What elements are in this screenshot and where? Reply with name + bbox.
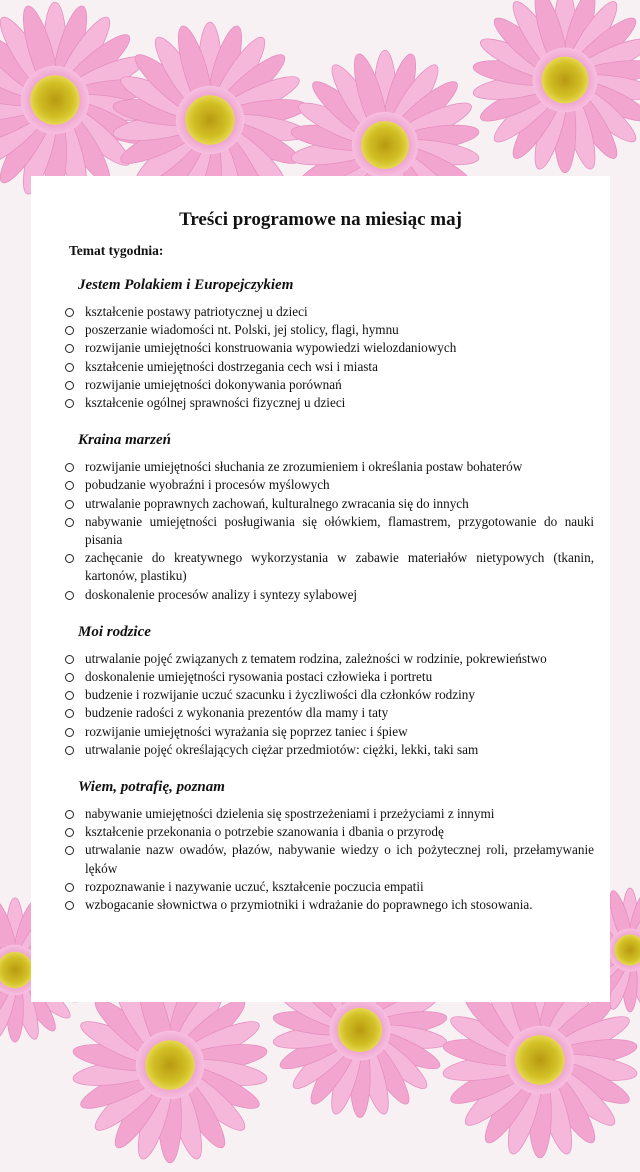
list-item: utrwalanie poprawnych zachowań, kulturalnego zwracania się do innych — [65, 495, 594, 513]
list-item: doskonalenie procesów analizy i syntezy sylabowej — [65, 586, 594, 604]
bullet-list — [65, 650, 594, 759]
list-item: utrwalanie nazw owadów, płazów, nabywanie wiedzy o ich pożytecznej roli, przełamywanie lęków — [65, 841, 594, 877]
list-item: wzbogacanie słownictwa o przymiotniki i wdrażanie do poprawnego ich stosowania. — [65, 896, 594, 914]
list-item: rozwijanie umiejętności wyrażania się poprzez taniec i śpiew — [65, 723, 594, 741]
bullet-list — [65, 805, 594, 914]
list-item: poszerzanie wiadomości nt. Polski, jej stolicy, flagi, hymnu — [65, 321, 594, 339]
list-item: nabywanie umiejętności dzielenia się spostrzeżeniami i przeżyciami z innymi — [65, 805, 594, 823]
list-item: rozwijanie umiejętności konstruowania wypowiedzi wielozdaniowych — [65, 339, 594, 357]
week-topic-label: Temat tygodnia: — [69, 243, 164, 258]
list-item: rozpoznawanie i nazywanie uczuć, kształcenie poczucia empatii — [65, 878, 594, 896]
section-title: Wiem, potrafię, poznam — [78, 779, 225, 796]
bullet-list — [65, 303, 594, 412]
list-item: rozwijanie umiejętności słuchania ze zrozumieniem i określania postaw bohaterów — [65, 458, 594, 476]
list-item: budzenie radości z wykonania prezentów dla mamy i taty — [65, 704, 594, 722]
list-item: nabywanie umiejętności posługiwania się ołówkiem, flamastrem, przygotowanie do nauki pisania — [65, 513, 594, 549]
list-item: doskonalenie umiejętności rysowania postaci człowieka i portretu — [65, 668, 594, 686]
list-item: utrwalanie pojęć związanych z tematem rodzina, zależności w rodzinie, pokrewieństwo — [65, 650, 594, 668]
list-item: budzenie i rozwijanie uczuć szacunku i życzliwości dla członków rodziny — [65, 686, 594, 704]
list-item: rozwijanie umiejętności dokonywania porównań — [65, 376, 594, 394]
list-item: utrwalanie pojęć określających ciężar przedmiotów: ciężki, lekki, taki sam — [65, 741, 594, 759]
bullet-list — [65, 458, 594, 604]
list-item: kształcenie postawy patriotycznej u dzieci — [65, 303, 594, 321]
section-title: Jestem Polakiem i Europejczykiem — [78, 277, 294, 293]
list-item: kształcenie umiejętności dostrzegania cech wsi i miasta — [65, 358, 594, 376]
list-item: pobudzanie wyobraźni i procesów myślowych — [65, 476, 594, 494]
daisy-flower — [472, 0, 640, 173]
section-title: Moi rodzice — [78, 623, 151, 640]
section-title: Kraina marzeń — [78, 432, 171, 449]
program-card — [31, 176, 610, 1002]
list-item: kształcenie przekonania o potrzebie szanowania i dbania o przyrodę — [65, 823, 594, 841]
sections — [65, 275, 594, 914]
list-item: kształcenie ogólnej sprawności fizycznej u dzieci — [65, 394, 594, 412]
list-item: zachęcanie do kreatywnego wykorzystania w zabawie materiałów nietypowych (tkanin, kartonów, plastiku) — [65, 549, 594, 585]
page-title: Treści programowe na miesiąc maj — [179, 209, 462, 230]
